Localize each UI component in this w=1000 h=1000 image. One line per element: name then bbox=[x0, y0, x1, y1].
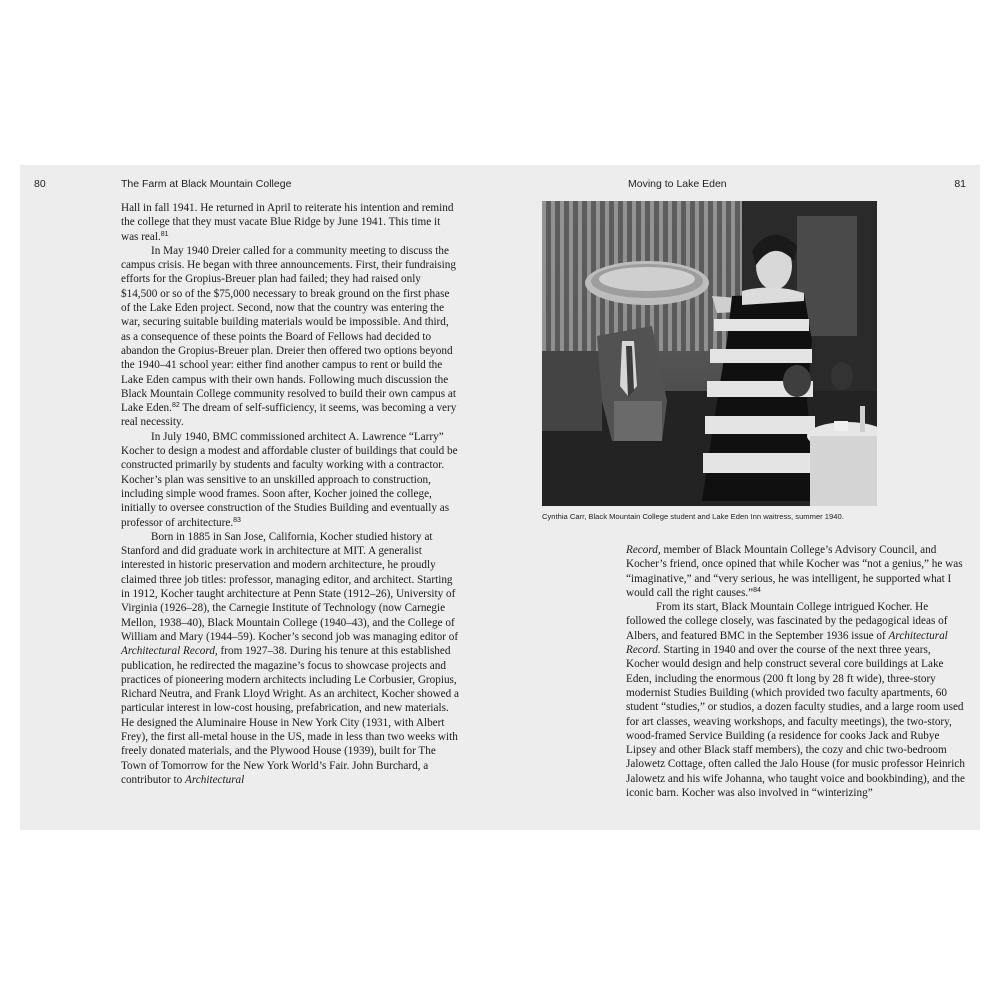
left-page bbox=[20, 165, 500, 830]
page-number: 81 bbox=[954, 178, 966, 190]
photo-caption: Cynthia Carr, Black Mountain College student and Lake Eden Inn waitress, summer 1940. bbox=[542, 512, 844, 521]
paragraph: Born in 1885 in San Jose, California, Kocher studied history at Stanford and did graduate work in architecture at MIT. A generalist interested in historic preservation and modern architecture, he proudly claimed three job titles: professor, managing editor, and architect. Starting in 1912, Kocher taught architecture at Penn State (1912–26), University of Virginia (1926–28), the Carnegie Institute of Technology (now Carnegie Mellon, 1938–40), Black Mountain College (1940–43), and the College of William and Mary (1944–59). Kocher’s second job was managing editor of Architectural Record, from 1927–38. During his tenure at this established publication, he redirected the magazine’s focus to showcase projects and practices of pioneering modern architects including Le Corbusier, Gropius, Richard Neutra, and Frank Lloyd Wright. As an architect, Kocher showed a particular interest in low-cost housing, prefabrication, and new materials. He designed the Aluminaire House in New York City (1931, with Albert Frey), the first all-metal house in the US, made in less than two weeks with freely donated materials, and the Plywood House (1939), built for The Town of Tomorrow for the New York World’s Fair. John Burchard, a contributor to Architectural bbox=[121, 530, 459, 786]
text-column bbox=[121, 201, 459, 787]
page-number: 80 bbox=[34, 178, 46, 190]
paragraph: In July 1940, BMC commissioned architect A. Lawrence “Larry” Kocher to design a modest and affordable cluster of buildings that could be constructed primarily by students and faculty working with a contractor. Kocher’s plan was sensitive to an unskilled approach to construction, including simple wood frames. Soon after, Kocher joined the college, initially to oversee construction of the Studies Building and eventually as professor of architecture.$^{83}$ bbox=[121, 430, 458, 529]
footnote-ref: 82 bbox=[171, 402, 180, 410]
paragraph: In May 1940 Dreier called for a community meeting to discuss the campus crisis. He began with three announcements. First, their fundraising efforts for the Gropius-Breuer plan had failed; they had raised only $14,500 or so of the $75,000 necessary to break ground on the first phase of the Lake Eden project. Second, now that the country was entering the war, securing suitable building materials would be impossible. And third, as a consequence of these points the Board of Fellows had decided to abandon the Gropius-Breuer plan. Dreier then offered two options beyond the 1940–41 school year: either find another campus to rent or build the Lake Eden campus with their own hands. Following much discussion the Black Mountain College community resolved to build their own campus at Lake Eden.$^{82}$ The dream of self-sufficiency, it seems, was becoming a very real necessity. bbox=[121, 244, 457, 429]
footnote-ref: 84 bbox=[753, 586, 761, 594]
right-page bbox=[500, 165, 980, 830]
footnote-ref: 81 bbox=[160, 230, 169, 238]
photograph bbox=[542, 201, 877, 506]
footnote-ref: 83 bbox=[233, 516, 241, 524]
photo-illustration bbox=[542, 201, 877, 506]
text-column bbox=[626, 543, 966, 800]
running-head: Moving to Lake Eden bbox=[628, 178, 727, 190]
running-head: The Farm at Black Mountain College bbox=[121, 178, 292, 190]
paragraph: Hall in fall 1941. He returned in April to reiterate his intention and remind the college that they must vacate Blue Ridge by June 1941. This time it was real.$^{81}$ bbox=[121, 202, 454, 243]
paragraph: From its start, Black Mountain College intrigued Kocher. He followed the college closely, was fascinated by the pedagogical ideas of Albers, and featured BMC in the September 1936 issue of Architectural Record. Starting in 1940 and over the course of the next three years, Kocher would design and help construct several core buildings at Lake Eden, including the enormous (200 ft long by 28 ft wide), three-story modernist Studies Building (which provided two faculty apartments, 60 student “studies,” or studios, a dozen faculty studies, and a large room used for art classes, weaving workshops, and faculty meetings), the two-story, wood-framed Service Building (a residence for cooks Jack and Rubye Lipsey and other Black staff members), the cozy and chic two-bedroom Jalowetz Cottage, often called the Jalo House (for music professor Heinrich Jalowetz and his wife Johanna, who taught voice and bookbinding), and the iconic barn. Kocher was also involved in “winterizing” bbox=[626, 601, 965, 800]
book-spread bbox=[20, 165, 980, 830]
paragraph: Record, member of Black Mountain College’s Advisory Council, and Kocher’s friend, once opined that while Kocher was “not a genius,” he was “imaginative,” and “very serious, he was intelligent, he supported what I would call the right causes.”$^{84}$ bbox=[626, 544, 963, 599]
